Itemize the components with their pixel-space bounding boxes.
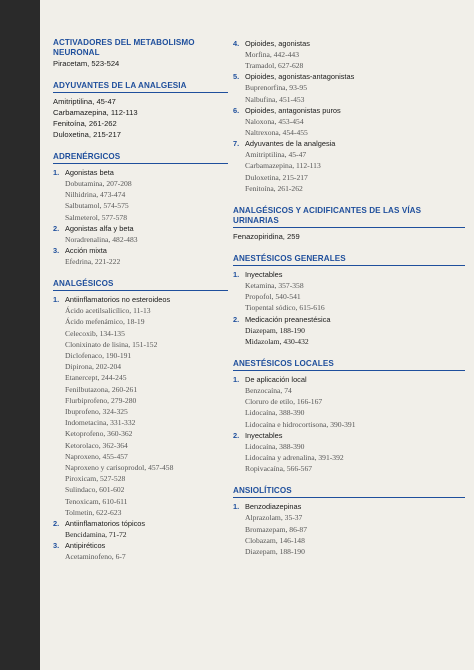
subcategory-number: 4. <box>233 39 240 48</box>
drug-entry: Amitriptilina, 45-47 <box>245 150 307 160</box>
section-heading: ANESTÉSICOS LOCALES <box>233 359 465 371</box>
drug-entry: Ropivacaína, 566-567 <box>245 464 313 474</box>
left-column <box>53 38 228 574</box>
drug-entry: Carbamazepina, 112-113 <box>245 161 321 171</box>
drug-entry: Ketamina, 357-358 <box>245 281 304 291</box>
drug-entry: Tiopental sódico, 615-616 <box>245 303 325 313</box>
subcategory-number: 2. <box>233 430 240 440</box>
drug-entry: Alprazolam, 35-37 <box>245 513 303 523</box>
drug-entry: Bencidamina, 71-72 <box>65 530 127 540</box>
subcategory-number: 5. <box>233 72 240 82</box>
subcategory-label: Adyuvantes de la analgesia <box>245 139 336 149</box>
subcategory-label: Antiinflamatorios no esteroideos <box>65 295 171 305</box>
drug-entry: Nilhidrina, 473-474 <box>65 190 126 200</box>
drug-entry: Naloxona, 453-454 <box>245 116 304 126</box>
drug-entry: Diazepam, 188-190 <box>245 325 305 335</box>
subcategory-number: 2. <box>53 223 60 233</box>
drug-entry: Lidocaína, 388-390 <box>245 408 305 418</box>
subcategory <box>53 223 228 234</box>
index-section <box>53 81 228 140</box>
subcategory-label: Agonistas beta <box>65 168 114 177</box>
subcategory-number: 1. <box>53 168 60 177</box>
drug-entry: Ácido mefenámico, 18-19 <box>65 317 145 327</box>
index-section <box>53 38 228 69</box>
subcategory-number: 3. <box>53 541 60 551</box>
drug-entry: Tramadol, 627-628 <box>245 61 304 71</box>
drug-entry: Naproxeno y carisoprodol, 457-458 <box>65 463 174 473</box>
drug-entry: Benzocaína, 74 <box>245 386 292 396</box>
subcategory-label: Agonistas alfa y beta <box>65 223 134 233</box>
drug-entry: Propofol, 540-541 <box>245 292 301 302</box>
drug-entry: Sulindaco, 601-602 <box>65 485 125 495</box>
subcategory-number: 7. <box>233 139 240 149</box>
index-section <box>53 152 228 267</box>
drug-entry: Fenitoína, 261-262 <box>53 119 117 128</box>
drug-entry: Salmeterol, 577-578 <box>65 212 128 222</box>
index-section <box>233 486 465 557</box>
subcategory <box>53 167 228 178</box>
subcategory <box>233 38 465 49</box>
drug-entry: Clonixinato de lisina, 151-152 <box>65 339 158 349</box>
drug-entry: Diclofenaco, 190-191 <box>65 351 132 361</box>
subcategory-label: Opioides, antagonistas puros <box>245 105 341 115</box>
index-section <box>233 206 465 242</box>
drug-entry: Morfina, 442-443 <box>245 50 299 59</box>
index-section <box>233 38 465 194</box>
drug-entry: Etanercept, 244-245 <box>65 373 127 383</box>
subcategory <box>53 540 228 551</box>
section-heading: ANSIOLÍTICOS <box>233 486 465 498</box>
drug-entry: Buprenorfina, 93-95 <box>245 83 307 93</box>
subcategory-label: Inyectables <box>245 270 283 280</box>
subcategory <box>233 501 465 512</box>
subcategory-number: 2. <box>233 314 240 324</box>
drug-entry: Naltrexona, 454-455 <box>245 128 308 138</box>
drug-entry: Lidocaína y adrenalina, 391-392 <box>245 453 344 463</box>
subcategory-number: 2. <box>53 519 60 529</box>
subcategory <box>233 138 465 149</box>
drug-entry: Tenoxicam, 610-611 <box>65 496 128 506</box>
drug-entry: Lidocaína, 388-390 <box>245 441 305 451</box>
drug-entry: Amitriptilina, 45-47 <box>53 97 116 106</box>
drug-entry: Celecoxib, 134-135 <box>65 328 125 338</box>
subcategory-label: Acción mixta <box>65 246 107 256</box>
right-column <box>233 38 465 569</box>
subcategory-number: 6. <box>233 105 240 115</box>
subcategory <box>233 374 465 385</box>
subcategory <box>53 294 228 305</box>
section-heading: ADRENÉRGICOS <box>53 152 228 164</box>
drug-entry: Diazepam, 188-190 <box>245 547 305 557</box>
drug-entry: Duloxetina, 215-217 <box>53 130 121 139</box>
subcategory-label: Benzodiazepinas <box>245 502 302 512</box>
section-heading: ACTIVADORES DEL METABOLISMO NEURONAL <box>53 38 195 57</box>
subcategory <box>233 71 465 82</box>
drug-entry: Cloruro de etilo, 166-167 <box>245 397 323 407</box>
drug-entry: Bromazepam, 86-87 <box>245 524 307 534</box>
subcategory <box>53 245 228 256</box>
subcategory-number: 3. <box>53 246 60 256</box>
drug-entry: Tolmetin, 622-623 <box>65 507 122 517</box>
index-section <box>233 359 465 474</box>
drug-entry: Nalbufina, 451-453 <box>245 94 305 104</box>
drug-entry: Lidocaína e hidrocortisona, 390-391 <box>245 419 356 429</box>
subcategory-number: 1. <box>233 502 240 512</box>
drug-entry: Ibuprofeno, 324-325 <box>65 407 128 417</box>
drug-entry: Dobutamina, 207-208 <box>65 179 132 188</box>
drug-entry: Fenitoína, 261-262 <box>245 183 303 193</box>
drug-entry: Flurbiprofeno, 279-280 <box>65 395 137 405</box>
drug-entry: Fenilbutazona, 260-261 <box>65 384 138 394</box>
drug-entry: Salbutamol, 574-575 <box>65 201 129 211</box>
section-heading: ADYUVANTES DE LA ANALGESIA <box>53 81 228 93</box>
drug-entry: Duloxetina, 215-217 <box>245 172 308 182</box>
drug-entry: Efedrina, 221-222 <box>65 257 121 267</box>
drug-entry: Naproxeno, 455-457 <box>65 451 128 461</box>
subcategory-number: 1. <box>233 375 240 385</box>
drug-entry: Indometacina, 331-332 <box>65 418 136 428</box>
subcategory <box>233 105 465 116</box>
index-page <box>40 0 474 670</box>
subcategory-number: 1. <box>233 270 240 280</box>
drug-entry: Carbamazepina, 112-113 <box>53 108 138 117</box>
subcategory <box>53 518 228 529</box>
subcategory-label: De aplicación local <box>245 375 307 385</box>
subcategory-label: Antiinflamatorios tópicos <box>65 519 146 529</box>
subcategory-label: Inyectables <box>245 430 283 440</box>
drug-entry: Ketorolaco, 362-364 <box>65 440 128 450</box>
index-section <box>53 279 228 562</box>
drug-entry: Ketoprofeno, 360-362 <box>65 429 133 439</box>
drug-entry: Clobazam, 146-148 <box>245 535 305 545</box>
drug-entry: Piroxicam, 527-528 <box>65 474 126 484</box>
subcategory <box>233 430 465 441</box>
section-heading: ANALGÉSICOS <box>53 279 228 291</box>
subcategory <box>233 269 465 280</box>
subcategory-number: 1. <box>53 295 60 305</box>
subcategory-label: Antipiréticos <box>65 541 106 551</box>
drug-entry: Piracetam, 523-524 <box>53 59 120 68</box>
drug-entry: Dipirona, 202-204 <box>65 362 122 372</box>
section-heading: ANESTÉSICOS GENERALES <box>233 254 465 266</box>
index-section <box>233 254 465 347</box>
subcategory-label: Medicación preanestésica <box>245 314 331 324</box>
drug-entry: Midazolam, 430-432 <box>245 336 309 346</box>
drug-entry: Acetaminofeno, 6-7 <box>65 552 126 562</box>
subcategory-label: Opioides, agonistas-antagonistas <box>245 72 355 82</box>
subcategory-label: Opioides, agonistas <box>245 39 310 48</box>
drug-entry: Noradrenalina, 482-483 <box>65 234 138 244</box>
section-heading: ANALGÉSICOS Y ACIDIFICANTES DE LAS VÍAS URINARIAS <box>233 206 465 228</box>
drug-entry: Fenazopiridina, 259 <box>233 232 300 242</box>
subcategory <box>233 314 465 325</box>
drug-entry: Ácido acetilsalicílico, 11-13 <box>65 306 151 316</box>
